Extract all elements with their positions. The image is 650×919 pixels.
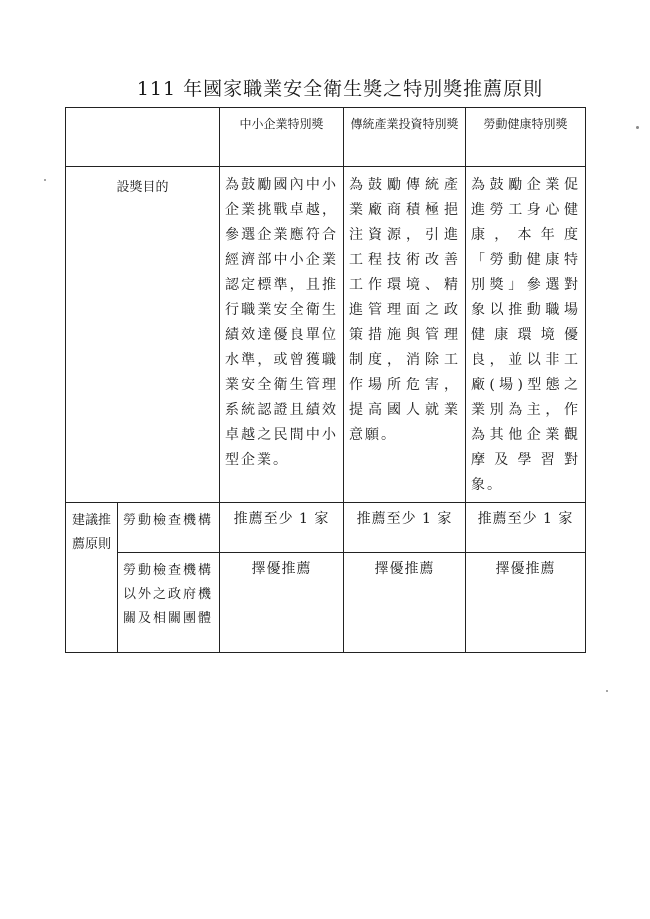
purpose-labor-health: 為鼓勵企業促進勞工身心健康，本年度「勞動健康特別獎」參選對象以推動職場健康環境優良，並以非工廠(場)型態之業別為主，作為其他企業觀摩及學習對象。: [466, 167, 586, 503]
recommendation-table: [65, 107, 586, 653]
recommend-row-inspection: [66, 503, 586, 553]
recommend-row-government: [66, 553, 586, 653]
purpose-label: 設獎目的: [66, 167, 220, 503]
recommend-inspection-health: 推薦至少 1 家: [466, 503, 586, 553]
scan-speck: [44, 179, 46, 181]
scan-speck: [606, 690, 608, 692]
recommend-principle-label: 建議推薦原則: [66, 503, 118, 653]
header-sme-award: 中小企業特別獎: [220, 108, 344, 167]
header-corner-cell: [66, 108, 220, 167]
scan-speck: [636, 126, 639, 129]
purpose-row: [66, 167, 586, 503]
recommend-government-sme: 擇優推薦: [220, 553, 344, 653]
purpose-sme: 為鼓勵國內中小企業挑戰卓越，參選企業應符合經濟部中小企業認定標準，且推行職業安全衛生績效達優良單位水準，或曾獲職業安全衛生管理系統認證且績效卓越之民間中小型企業。: [220, 167, 344, 503]
recommend-inspection-sme: 推薦至少 1 家: [220, 503, 344, 553]
recommend-government-traditional: 擇優推薦: [344, 553, 466, 653]
recommend-inspection-traditional: 推薦至少 1 家: [344, 503, 466, 553]
page-title: 111 年國家職業安全衛生獎之特別獎推薦原則: [136, 78, 544, 100]
recommend-inspection-agency: 勞動檢查機構: [118, 503, 220, 553]
header-labor-health-award: 勞動健康特別獎: [466, 108, 586, 167]
header-row: [66, 108, 586, 167]
header-traditional-industry-award: 傳統產業投資特別獎: [344, 108, 466, 167]
purpose-traditional-industry: 為鼓勵傳統產業廠商積極挹注資源，引進工程技術改善工作環境、精進管理面之政策措施與管理制度，消除工作場所危害，提高國人就業意願。: [344, 167, 466, 503]
recommend-government-health: 擇優推薦: [466, 553, 586, 653]
recommend-government-agencies: 勞動檢查機構以外之政府機關及相關團體: [118, 553, 220, 653]
